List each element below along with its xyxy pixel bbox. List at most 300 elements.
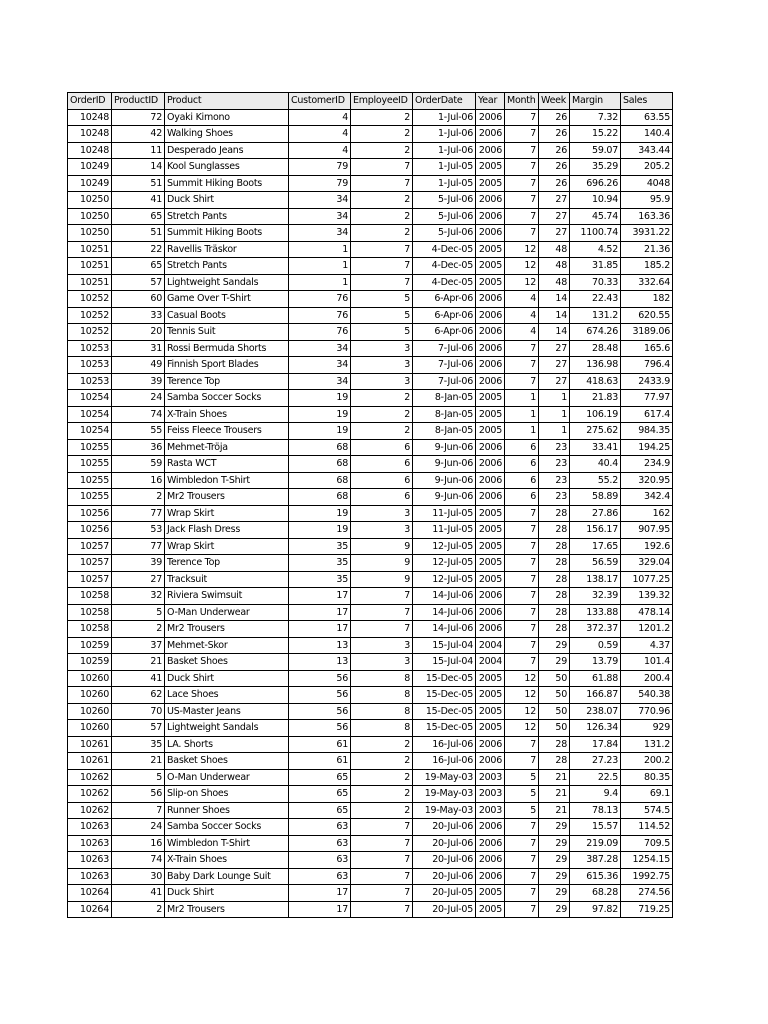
cell-sales: 165.6 bbox=[621, 340, 673, 357]
cell-year: 2006 bbox=[476, 307, 505, 324]
table-row bbox=[68, 555, 673, 572]
column-header-product-id: ProductID bbox=[112, 93, 165, 110]
cell-sales: 329.04 bbox=[621, 555, 673, 572]
cell-week: 1 bbox=[539, 423, 570, 440]
cell-sales: 1254.15 bbox=[621, 852, 673, 869]
cell-month: 6 bbox=[505, 489, 539, 506]
cell-margin: 138.17 bbox=[570, 571, 621, 588]
cell-month: 6 bbox=[505, 456, 539, 473]
cell-sales: 342.4 bbox=[621, 489, 673, 506]
cell-week: 29 bbox=[539, 637, 570, 654]
cell-order-id: 10257 bbox=[68, 538, 112, 555]
cell-order-date: 1-Jul-05 bbox=[413, 159, 476, 176]
cell-sales: 185.2 bbox=[621, 258, 673, 275]
cell-order-id: 10254 bbox=[68, 390, 112, 407]
cell-employee-id: 2 bbox=[351, 208, 413, 225]
table-row bbox=[68, 291, 673, 308]
cell-month: 7 bbox=[505, 654, 539, 671]
table-row bbox=[68, 390, 673, 407]
cell-order-id: 10263 bbox=[68, 852, 112, 869]
cell-order-id: 10260 bbox=[68, 720, 112, 737]
table-row bbox=[68, 340, 673, 357]
cell-month: 4 bbox=[505, 307, 539, 324]
cell-year: 2005 bbox=[476, 505, 505, 522]
cell-employee-id: 8 bbox=[351, 670, 413, 687]
cell-order-date: 9-Jun-06 bbox=[413, 489, 476, 506]
cell-product: Terence Top bbox=[165, 373, 289, 390]
cell-order-id: 10255 bbox=[68, 439, 112, 456]
cell-margin: 56.59 bbox=[570, 555, 621, 572]
cell-year: 2006 bbox=[476, 588, 505, 605]
cell-margin: 27.23 bbox=[570, 753, 621, 770]
cell-year: 2006 bbox=[476, 621, 505, 638]
cell-product-id: 65 bbox=[112, 208, 165, 225]
cell-margin: 166.87 bbox=[570, 687, 621, 704]
cell-customer-id: 68 bbox=[289, 456, 351, 473]
cell-order-date: 14-Jul-06 bbox=[413, 604, 476, 621]
cell-customer-id: 79 bbox=[289, 159, 351, 176]
cell-employee-id: 3 bbox=[351, 340, 413, 357]
cell-week: 1 bbox=[539, 406, 570, 423]
cell-year: 2006 bbox=[476, 835, 505, 852]
cell-product: Tracksuit bbox=[165, 571, 289, 588]
table-row bbox=[68, 687, 673, 704]
cell-product: Stretch Pants bbox=[165, 258, 289, 275]
column-header-order-date: OrderDate bbox=[413, 93, 476, 110]
table-row bbox=[68, 109, 673, 126]
cell-sales: 1077.25 bbox=[621, 571, 673, 588]
cell-month: 7 bbox=[505, 126, 539, 143]
cell-year: 2005 bbox=[476, 885, 505, 902]
cell-order-date: 9-Jun-06 bbox=[413, 439, 476, 456]
table-row bbox=[68, 307, 673, 324]
cell-margin: 133.88 bbox=[570, 604, 621, 621]
cell-employee-id: 5 bbox=[351, 307, 413, 324]
cell-employee-id: 8 bbox=[351, 703, 413, 720]
cell-week: 28 bbox=[539, 621, 570, 638]
cell-year: 2006 bbox=[476, 472, 505, 489]
cell-month: 12 bbox=[505, 720, 539, 737]
cell-margin: 13.79 bbox=[570, 654, 621, 671]
cell-sales: 1201.2 bbox=[621, 621, 673, 638]
cell-product: Lace Shoes bbox=[165, 687, 289, 704]
cell-product: Mehmet-Skor bbox=[165, 637, 289, 654]
cell-sales: 274.56 bbox=[621, 885, 673, 902]
cell-year: 2006 bbox=[476, 126, 505, 143]
cell-month: 1 bbox=[505, 406, 539, 423]
cell-year: 2006 bbox=[476, 852, 505, 869]
cell-product: Wrap Skirt bbox=[165, 538, 289, 555]
cell-order-id: 10256 bbox=[68, 522, 112, 539]
cell-product-id: 36 bbox=[112, 439, 165, 456]
cell-margin: 136.98 bbox=[570, 357, 621, 374]
cell-month: 12 bbox=[505, 670, 539, 687]
cell-sales: 131.2 bbox=[621, 736, 673, 753]
cell-week: 29 bbox=[539, 819, 570, 836]
cell-week: 27 bbox=[539, 208, 570, 225]
cell-employee-id: 9 bbox=[351, 538, 413, 555]
cell-margin: 33.41 bbox=[570, 439, 621, 456]
cell-employee-id: 9 bbox=[351, 571, 413, 588]
cell-product: Basket Shoes bbox=[165, 753, 289, 770]
cell-order-id: 10253 bbox=[68, 357, 112, 374]
cell-product-id: 5 bbox=[112, 769, 165, 786]
cell-product: Ravellis Träskor bbox=[165, 241, 289, 258]
cell-product: Duck Shirt bbox=[165, 885, 289, 902]
table-row bbox=[68, 720, 673, 737]
cell-order-id: 10248 bbox=[68, 109, 112, 126]
cell-employee-id: 7 bbox=[351, 868, 413, 885]
cell-order-date: 14-Jul-06 bbox=[413, 588, 476, 605]
cell-employee-id: 3 bbox=[351, 505, 413, 522]
cell-margin: 55.2 bbox=[570, 472, 621, 489]
cell-margin: 78.13 bbox=[570, 802, 621, 819]
cell-employee-id: 2 bbox=[351, 192, 413, 209]
cell-margin: 58.89 bbox=[570, 489, 621, 506]
cell-week: 28 bbox=[539, 736, 570, 753]
cell-year: 2003 bbox=[476, 802, 505, 819]
cell-order-date: 8-Jan-05 bbox=[413, 423, 476, 440]
cell-product-id: 42 bbox=[112, 126, 165, 143]
cell-margin: 15.57 bbox=[570, 819, 621, 836]
cell-week: 29 bbox=[539, 835, 570, 852]
cell-month: 7 bbox=[505, 621, 539, 638]
table-row bbox=[68, 142, 673, 159]
cell-order-date: 15-Dec-05 bbox=[413, 703, 476, 720]
cell-customer-id: 17 bbox=[289, 604, 351, 621]
cell-product: Baby Dark Lounge Suit bbox=[165, 868, 289, 885]
table-row bbox=[68, 868, 673, 885]
cell-product: LA. Shorts bbox=[165, 736, 289, 753]
cell-month: 7 bbox=[505, 637, 539, 654]
table-row bbox=[68, 637, 673, 654]
cell-margin: 0.59 bbox=[570, 637, 621, 654]
cell-margin: 615.36 bbox=[570, 868, 621, 885]
cell-product-id: 21 bbox=[112, 654, 165, 671]
cell-customer-id: 1 bbox=[289, 241, 351, 258]
cell-product-id: 57 bbox=[112, 274, 165, 291]
table-row bbox=[68, 241, 673, 258]
cell-month: 5 bbox=[505, 786, 539, 803]
cell-week: 26 bbox=[539, 109, 570, 126]
cell-month: 1 bbox=[505, 390, 539, 407]
cell-order-date: 8-Jan-05 bbox=[413, 406, 476, 423]
column-header-sales: Sales bbox=[621, 93, 673, 110]
cell-order-id: 10251 bbox=[68, 258, 112, 275]
cell-order-date: 19-May-03 bbox=[413, 802, 476, 819]
cell-month: 6 bbox=[505, 439, 539, 456]
cell-year: 2005 bbox=[476, 703, 505, 720]
cell-order-date: 12-Jul-05 bbox=[413, 538, 476, 555]
table-row bbox=[68, 786, 673, 803]
cell-product-id: 31 bbox=[112, 340, 165, 357]
cell-month: 12 bbox=[505, 687, 539, 704]
cell-employee-id: 2 bbox=[351, 802, 413, 819]
cell-order-id: 10251 bbox=[68, 241, 112, 258]
cell-sales: 3931.22 bbox=[621, 225, 673, 242]
cell-week: 26 bbox=[539, 175, 570, 192]
cell-order-date: 9-Jun-06 bbox=[413, 456, 476, 473]
cell-year: 2005 bbox=[476, 522, 505, 539]
cell-month: 7 bbox=[505, 340, 539, 357]
cell-employee-id: 2 bbox=[351, 142, 413, 159]
cell-sales: 140.4 bbox=[621, 126, 673, 143]
column-header-year: Year bbox=[476, 93, 505, 110]
cell-month: 7 bbox=[505, 175, 539, 192]
cell-year: 2006 bbox=[476, 340, 505, 357]
cell-order-date: 6-Apr-06 bbox=[413, 307, 476, 324]
cell-order-date: 8-Jan-05 bbox=[413, 390, 476, 407]
cell-week: 27 bbox=[539, 192, 570, 209]
cell-sales: 234.9 bbox=[621, 456, 673, 473]
cell-month: 7 bbox=[505, 753, 539, 770]
cell-week: 50 bbox=[539, 720, 570, 737]
cell-margin: 68.28 bbox=[570, 885, 621, 902]
cell-month: 7 bbox=[505, 505, 539, 522]
table-row bbox=[68, 654, 673, 671]
table-row bbox=[68, 357, 673, 374]
cell-product-id: 74 bbox=[112, 406, 165, 423]
cell-month: 7 bbox=[505, 555, 539, 572]
cell-order-date: 11-Jul-05 bbox=[413, 505, 476, 522]
cell-week: 29 bbox=[539, 868, 570, 885]
cell-order-date: 7-Jul-06 bbox=[413, 373, 476, 390]
cell-sales: 80.35 bbox=[621, 769, 673, 786]
cell-order-date: 7-Jul-06 bbox=[413, 340, 476, 357]
cell-customer-id: 34 bbox=[289, 225, 351, 242]
cell-product-id: 2 bbox=[112, 901, 165, 918]
table-row bbox=[68, 835, 673, 852]
cell-sales: 162 bbox=[621, 505, 673, 522]
cell-product-id: 77 bbox=[112, 505, 165, 522]
cell-week: 21 bbox=[539, 769, 570, 786]
cell-product-id: 11 bbox=[112, 142, 165, 159]
cell-customer-id: 35 bbox=[289, 555, 351, 572]
cell-order-id: 10255 bbox=[68, 489, 112, 506]
cell-customer-id: 19 bbox=[289, 390, 351, 407]
cell-week: 50 bbox=[539, 670, 570, 687]
cell-order-date: 9-Jun-06 bbox=[413, 472, 476, 489]
cell-employee-id: 2 bbox=[351, 406, 413, 423]
cell-margin: 696.26 bbox=[570, 175, 621, 192]
cell-product: Mr2 Trousers bbox=[165, 901, 289, 918]
cell-product-id: 16 bbox=[112, 472, 165, 489]
column-header-order-id: OrderID bbox=[68, 93, 112, 110]
cell-customer-id: 1 bbox=[289, 274, 351, 291]
cell-product: Lightweight Sandals bbox=[165, 720, 289, 737]
cell-order-date: 4-Dec-05 bbox=[413, 258, 476, 275]
cell-sales: 205.2 bbox=[621, 159, 673, 176]
table-row bbox=[68, 753, 673, 770]
cell-employee-id: 9 bbox=[351, 555, 413, 572]
cell-week: 29 bbox=[539, 885, 570, 902]
cell-customer-id: 65 bbox=[289, 769, 351, 786]
cell-month: 7 bbox=[505, 819, 539, 836]
cell-customer-id: 63 bbox=[289, 868, 351, 885]
cell-order-id: 10254 bbox=[68, 406, 112, 423]
cell-product: O-Man Underwear bbox=[165, 769, 289, 786]
cell-margin: 70.33 bbox=[570, 274, 621, 291]
cell-employee-id: 2 bbox=[351, 109, 413, 126]
cell-week: 28 bbox=[539, 588, 570, 605]
cell-sales: 320.95 bbox=[621, 472, 673, 489]
cell-order-id: 10253 bbox=[68, 340, 112, 357]
cell-sales: 101.4 bbox=[621, 654, 673, 671]
cell-order-id: 10253 bbox=[68, 373, 112, 390]
cell-month: 7 bbox=[505, 604, 539, 621]
cell-product: Stretch Pants bbox=[165, 208, 289, 225]
cell-year: 2005 bbox=[476, 720, 505, 737]
cell-product: Slip-on Shoes bbox=[165, 786, 289, 803]
cell-month: 4 bbox=[505, 291, 539, 308]
cell-employee-id: 2 bbox=[351, 225, 413, 242]
cell-year: 2006 bbox=[476, 819, 505, 836]
cell-sales: 574.5 bbox=[621, 802, 673, 819]
cell-week: 26 bbox=[539, 159, 570, 176]
cell-product: Samba Soccer Socks bbox=[165, 819, 289, 836]
cell-order-date: 16-Jul-06 bbox=[413, 736, 476, 753]
cell-product: Samba Soccer Socks bbox=[165, 390, 289, 407]
cell-product: X-Train Shoes bbox=[165, 852, 289, 869]
cell-year: 2003 bbox=[476, 786, 505, 803]
cell-employee-id: 7 bbox=[351, 901, 413, 918]
cell-month: 12 bbox=[505, 703, 539, 720]
cell-week: 14 bbox=[539, 324, 570, 341]
cell-product-id: 65 bbox=[112, 258, 165, 275]
cell-month: 7 bbox=[505, 736, 539, 753]
cell-product-id: 33 bbox=[112, 307, 165, 324]
cell-order-id: 10262 bbox=[68, 786, 112, 803]
cell-customer-id: 34 bbox=[289, 340, 351, 357]
cell-margin: 9.4 bbox=[570, 786, 621, 803]
cell-week: 1 bbox=[539, 390, 570, 407]
cell-week: 23 bbox=[539, 489, 570, 506]
cell-customer-id: 65 bbox=[289, 802, 351, 819]
cell-order-id: 10252 bbox=[68, 307, 112, 324]
cell-order-date: 15-Dec-05 bbox=[413, 670, 476, 687]
cell-order-date: 4-Dec-05 bbox=[413, 241, 476, 258]
cell-week: 21 bbox=[539, 786, 570, 803]
cell-order-id: 10262 bbox=[68, 769, 112, 786]
cell-customer-id: 35 bbox=[289, 571, 351, 588]
cell-year: 2005 bbox=[476, 901, 505, 918]
cell-customer-id: 4 bbox=[289, 126, 351, 143]
cell-order-id: 10260 bbox=[68, 670, 112, 687]
cell-product: Wimbledon T-Shirt bbox=[165, 472, 289, 489]
cell-employee-id: 7 bbox=[351, 852, 413, 869]
cell-sales: 200.4 bbox=[621, 670, 673, 687]
cell-margin: 21.83 bbox=[570, 390, 621, 407]
cell-week: 29 bbox=[539, 852, 570, 869]
cell-employee-id: 3 bbox=[351, 357, 413, 374]
cell-week: 48 bbox=[539, 258, 570, 275]
cell-year: 2005 bbox=[476, 175, 505, 192]
cell-month: 7 bbox=[505, 373, 539, 390]
cell-employee-id: 7 bbox=[351, 159, 413, 176]
cell-margin: 275.62 bbox=[570, 423, 621, 440]
cell-customer-id: 35 bbox=[289, 538, 351, 555]
cell-order-id: 10261 bbox=[68, 736, 112, 753]
cell-year: 2005 bbox=[476, 406, 505, 423]
cell-margin: 131.2 bbox=[570, 307, 621, 324]
cell-margin: 106.19 bbox=[570, 406, 621, 423]
cell-product-id: 2 bbox=[112, 489, 165, 506]
cell-margin: 35.29 bbox=[570, 159, 621, 176]
cell-order-date: 4-Dec-05 bbox=[413, 274, 476, 291]
cell-sales: 719.25 bbox=[621, 901, 673, 918]
cell-order-date: 20-Jul-06 bbox=[413, 852, 476, 869]
cell-product: Terence Top bbox=[165, 555, 289, 572]
cell-order-id: 10250 bbox=[68, 192, 112, 209]
cell-employee-id: 6 bbox=[351, 489, 413, 506]
cell-product-id: 62 bbox=[112, 687, 165, 704]
cell-order-id: 10254 bbox=[68, 423, 112, 440]
cell-margin: 22.43 bbox=[570, 291, 621, 308]
cell-order-date: 1-Jul-05 bbox=[413, 175, 476, 192]
cell-order-date: 15-Dec-05 bbox=[413, 720, 476, 737]
cell-product: Walking Shoes bbox=[165, 126, 289, 143]
cell-customer-id: 19 bbox=[289, 505, 351, 522]
cell-product-id: 55 bbox=[112, 423, 165, 440]
cell-margin: 32.39 bbox=[570, 588, 621, 605]
cell-week: 14 bbox=[539, 291, 570, 308]
cell-order-date: 5-Jul-06 bbox=[413, 225, 476, 242]
table-row bbox=[68, 885, 673, 902]
table-body bbox=[68, 109, 673, 918]
cell-product: Runner Shoes bbox=[165, 802, 289, 819]
cell-order-id: 10259 bbox=[68, 654, 112, 671]
cell-year: 2005 bbox=[476, 555, 505, 572]
cell-margin: 97.82 bbox=[570, 901, 621, 918]
cell-employee-id: 7 bbox=[351, 241, 413, 258]
cell-margin: 45.74 bbox=[570, 208, 621, 225]
table-row bbox=[68, 423, 673, 440]
cell-month: 7 bbox=[505, 901, 539, 918]
cell-product-id: 37 bbox=[112, 637, 165, 654]
cell-sales: 114.52 bbox=[621, 819, 673, 836]
cell-customer-id: 13 bbox=[289, 654, 351, 671]
table-row bbox=[68, 225, 673, 242]
cell-order-id: 10259 bbox=[68, 637, 112, 654]
cell-week: 28 bbox=[539, 571, 570, 588]
cell-order-date: 5-Jul-06 bbox=[413, 192, 476, 209]
cell-product: Summit Hiking Boots bbox=[165, 225, 289, 242]
cell-margin: 59.07 bbox=[570, 142, 621, 159]
cell-margin: 387.28 bbox=[570, 852, 621, 869]
cell-year: 2005 bbox=[476, 258, 505, 275]
cell-order-id: 10258 bbox=[68, 588, 112, 605]
cell-sales: 929 bbox=[621, 720, 673, 737]
cell-sales: 95.9 bbox=[621, 192, 673, 209]
cell-customer-id: 34 bbox=[289, 357, 351, 374]
table-row bbox=[68, 604, 673, 621]
cell-year: 2003 bbox=[476, 769, 505, 786]
cell-product: Game Over T-Shirt bbox=[165, 291, 289, 308]
column-header-margin: Margin bbox=[570, 93, 621, 110]
cell-order-date: 11-Jul-05 bbox=[413, 522, 476, 539]
cell-employee-id: 2 bbox=[351, 390, 413, 407]
cell-order-date: 1-Jul-06 bbox=[413, 109, 476, 126]
cell-customer-id: 56 bbox=[289, 687, 351, 704]
cell-product: Casual Boots bbox=[165, 307, 289, 324]
cell-order-id: 10249 bbox=[68, 159, 112, 176]
cell-week: 27 bbox=[539, 357, 570, 374]
cell-order-date: 19-May-03 bbox=[413, 786, 476, 803]
cell-product-id: 39 bbox=[112, 555, 165, 572]
cell-product-id: 27 bbox=[112, 571, 165, 588]
cell-week: 28 bbox=[539, 522, 570, 539]
cell-order-date: 15-Dec-05 bbox=[413, 687, 476, 704]
